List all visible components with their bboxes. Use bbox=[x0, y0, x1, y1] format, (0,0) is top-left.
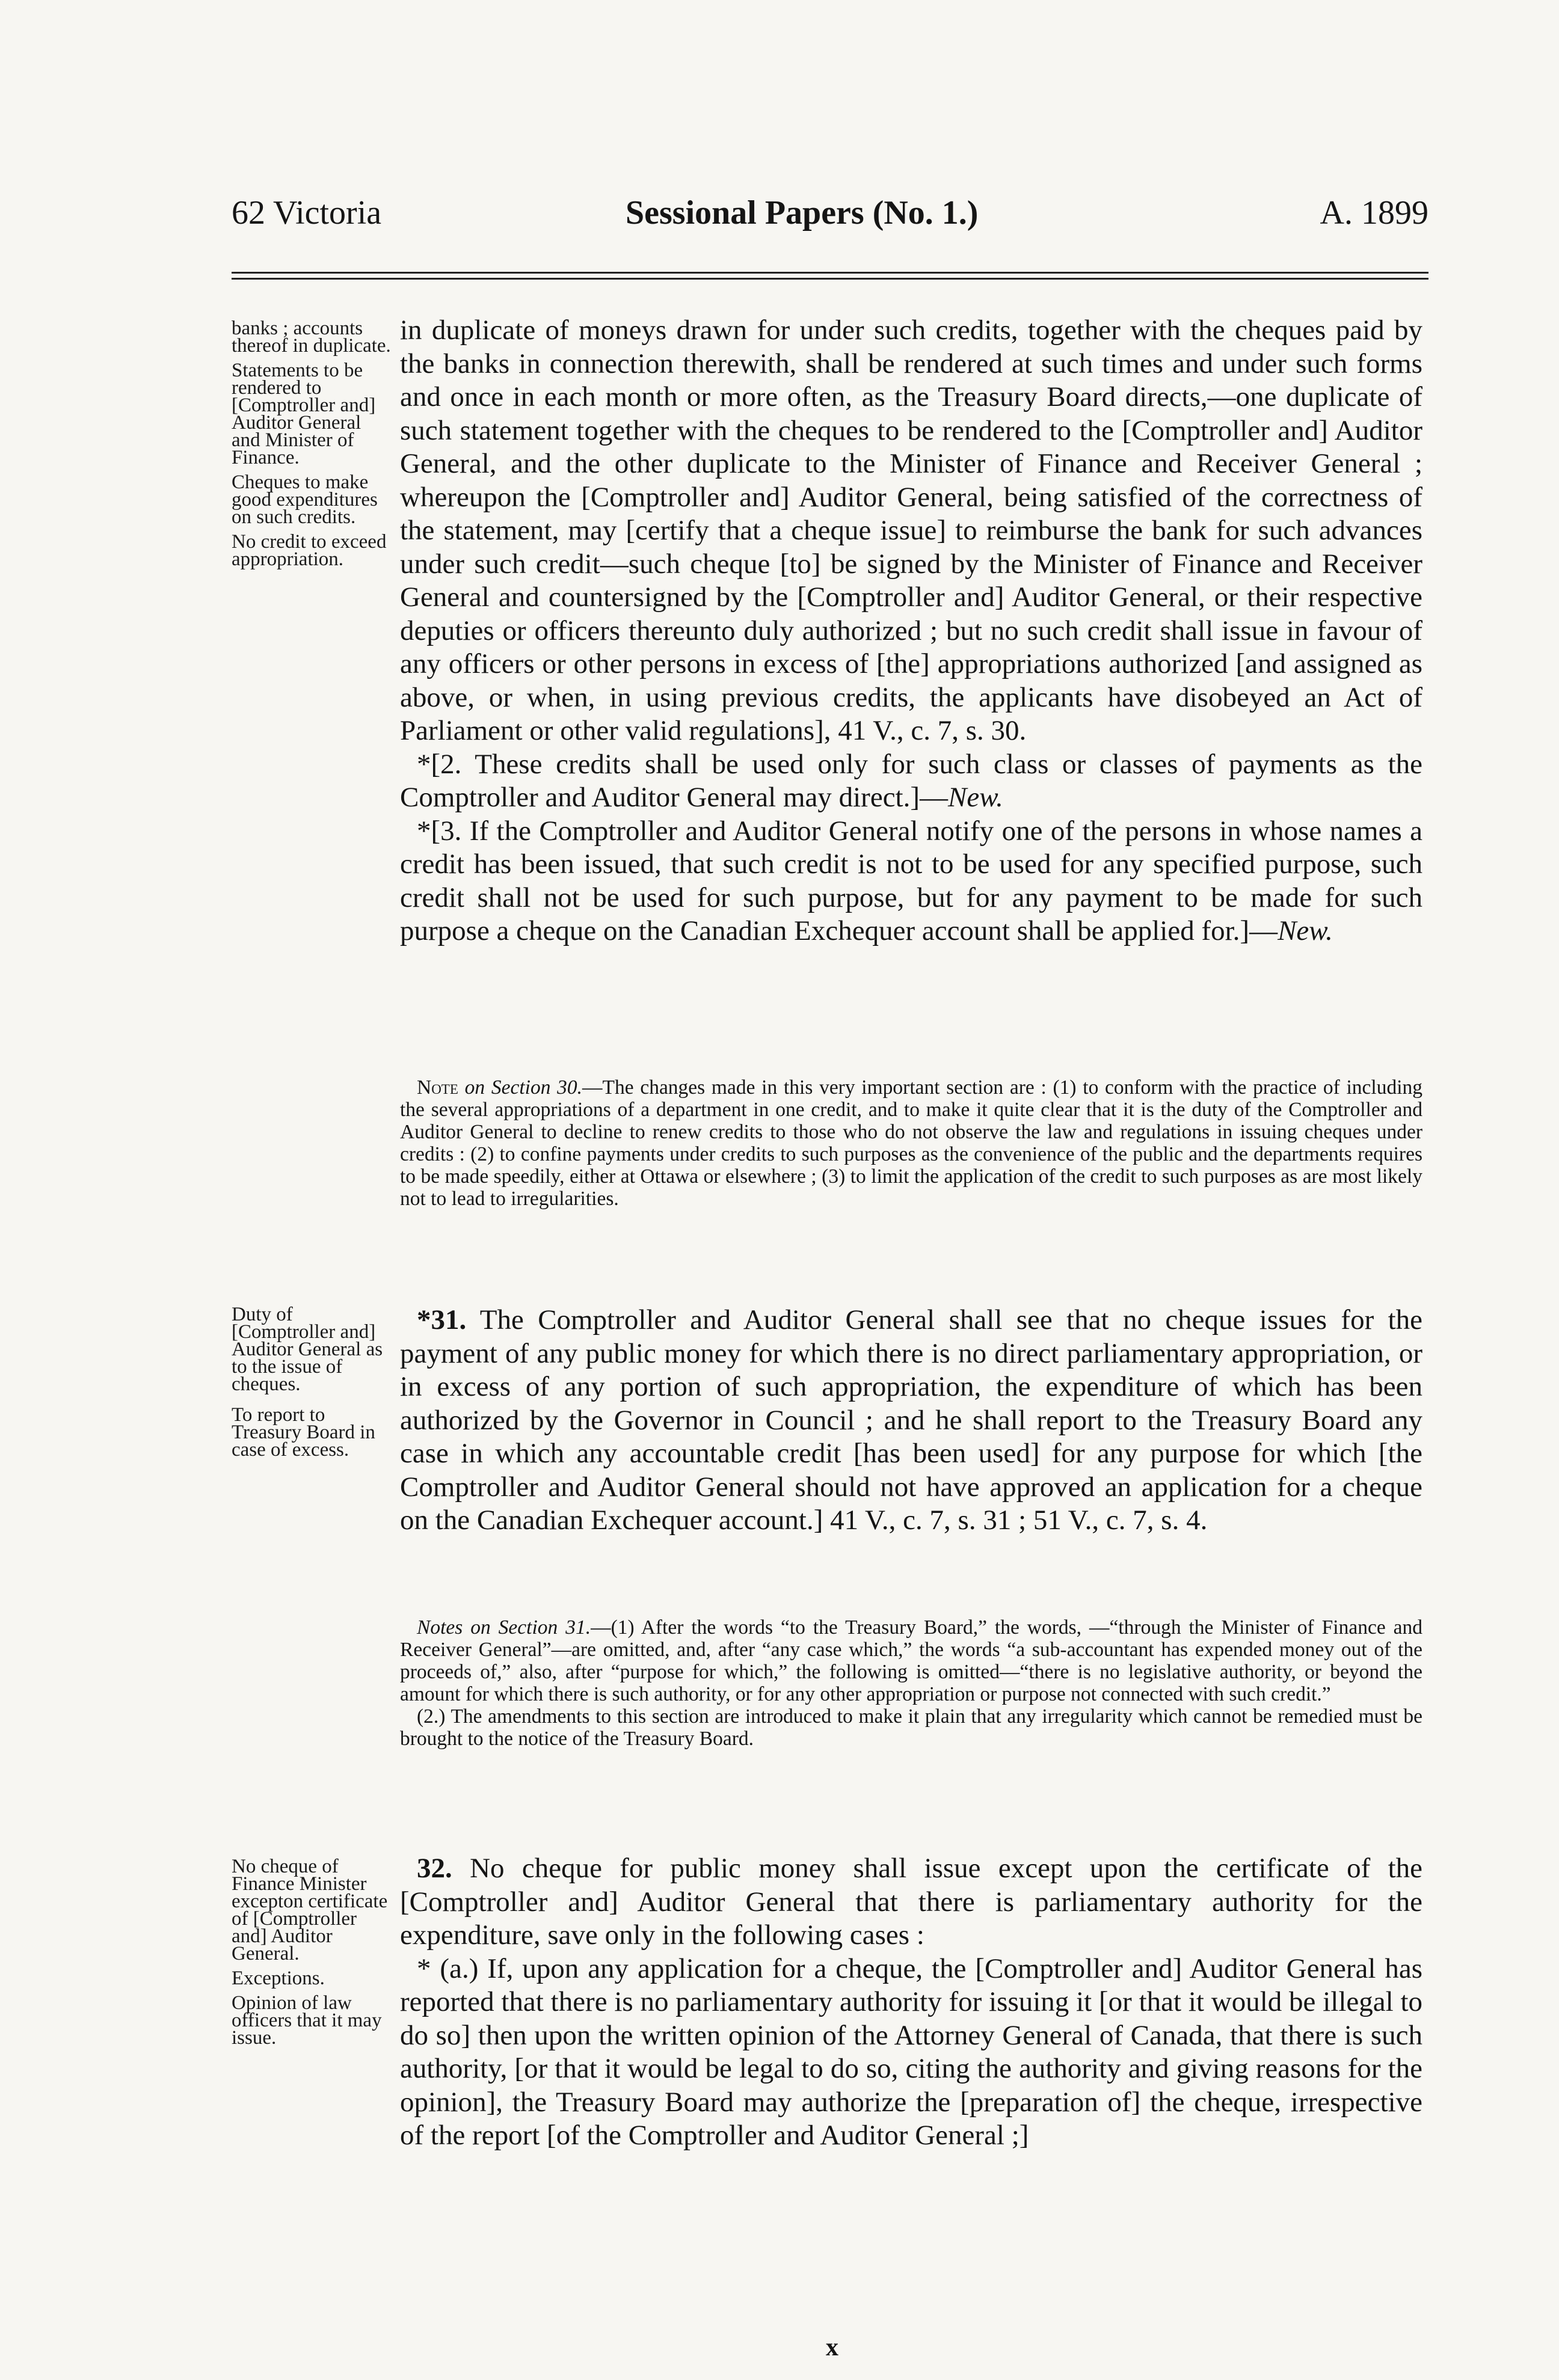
margin-note: Cheques to make good expenditures on such credits. bbox=[232, 471, 378, 528]
margin-note: Exceptions. bbox=[232, 1967, 325, 1989]
section-31-number: *31. bbox=[417, 1304, 467, 1336]
margin-note: Statements to be rendered to [Comptroller and] Auditor General and Minister of Finance. bbox=[232, 360, 376, 468]
margin-note: banks ; accounts thereof in duplicate. bbox=[232, 317, 391, 357]
note-body: —The changes made in this very important section are : (1) to conform with the practice of including the several appropriations of a department in one credit, and to make it quite clear that it is the duty of the Comptroller and Auditor General to decline to renew credits to those who do not observe the law and regulations in issuing cheques under credits : (2) to confine payments under credits to such purposes as the convenience of the public and the departments requires to be made speedily, either at Ottawa or elsewhere ; (3) to limit the application of the credit to such purposes as are most likely not to lead to irregularities. bbox=[400, 1076, 1422, 1210]
para-2-text: *[2. These credits shall be used only for such class or classes of payments as the Comptroller and Auditor General may direct.]— bbox=[400, 748, 1422, 813]
note-label: Notes on Section 31. bbox=[417, 1616, 591, 1639]
section-32-number: 32. bbox=[417, 1853, 452, 1884]
running-header bbox=[232, 194, 1428, 242]
section-30-body bbox=[400, 314, 1422, 948]
header-rule-top bbox=[232, 272, 1428, 274]
header-volume: 62 Victoria bbox=[232, 194, 382, 232]
para-3-text: *[3. If the Comptroller and Auditor General notify one of the persons in whose names a credit has been issued, that such credit is not to be used for any specified purpose, such credit shall not be used for such purpose, but for any payment to be made for such purpose a cheque on the Canadian Exchequer account shall be applied for.]— bbox=[400, 815, 1422, 946]
margin-note: No credit to exceed appropriation. bbox=[232, 531, 387, 570]
note-1: —(1) After the words “to the Treasury Board,” the words, —“through the Minister of Finance and Receiver General”—are omitted, and, after “any case which,” the words “a sub-accountant has expended money out of the proceeds of,” also, after “purpose for which,” the following is omitted—“there is no legislative authority, or beyond the amount for which there is such authority, or for any other appropriation or purpose not connected with such credit.” bbox=[400, 1616, 1422, 1705]
note-label: Note bbox=[417, 1076, 458, 1099]
new-marker: New. bbox=[948, 782, 1003, 813]
section-31-text: The Comptroller and Auditor General shall see that no cheque issues for the payment of any public money for which there is no direct parliamentary appropriation, or in excess of any portion of such appropriation, the expenditure of which has been authorized by the Governor in Council ; and he shall report to the Treasury Board any case in which any accountable credit [has been used] for any purpose for which [the Comptroller and Auditor General should not have approved an application for a cheque on the Canadian Exchequer account.] 41 V., c. 7, s. 31 ; 51 V., c. 7, s. 4. bbox=[400, 1304, 1422, 1536]
margin-note: To report to Treasury Board in case of excess. bbox=[232, 1404, 375, 1461]
margin-notes-section-32 bbox=[232, 1858, 394, 2054]
header-year: A. 1899 bbox=[1320, 194, 1428, 232]
margin-note: Opinion of law officers that it may issue. bbox=[232, 1992, 382, 2049]
new-marker: New. bbox=[1278, 915, 1333, 946]
margin-notes-section-31 bbox=[232, 1306, 394, 1466]
section-32-para-a: * (a.) If, upon any application for a cheque, the [Comptroller and] Auditor General has reported that there is no parliamentary authority for issuing it [or that it would be illegal to do so] then upon the written opinion of the Attorney General of Canada, that there is such authority, [or that it would be legal to do so, citing the authority and giving reasons for the opinion], the Treasury Board may authorize the [preparation of] the cheque, irrespective of the report [of the Comptroller and Auditor General ;] bbox=[400, 1952, 1422, 2151]
margin-note: No cheque of Finance Minister excepton certificate of [Comptroller and] Auditor General. bbox=[232, 1856, 388, 1964]
notes-on-section-31 bbox=[400, 1616, 1422, 1750]
section-30-para-2 bbox=[400, 748, 1422, 815]
margin-notes-section-30 bbox=[232, 317, 394, 575]
section-30-para-1: in duplicate of moneys drawn for under such credits, together with the cheques paid by the banks in connection therewith, shall be rendered at such times and under such forms and once in each month or more often, as the Treasury Board directs,—one duplicate of such statement together with the cheques to be rendered to the [Comptroller and] Auditor General, and the other duplicate to the Minister of Finance and Receiver General ; whereupon the [Comptroller and] Auditor General, being satisfied of the correctness of the statement, may [certify that a cheque issue] to reimburse the bank for such advances under such credit—such cheque [to] be signed by the Minister of Finance and Receiver General and countersigned by the [Comptroller and] Auditor General, or their respective deputies or officers thereunto duly authorized ; but no such credit shall issue in favour of any officers or other persons in excess of [the] appropriations authorized [and assigned as above, or when, in using previous credits, the applicants have disobeyed an Act of Parliament or other valid regulations], 41 V., c. 7, s. 30. bbox=[400, 314, 1422, 746]
section-31-body bbox=[400, 1304, 1422, 1538]
header-rule-bottom bbox=[232, 278, 1428, 280]
note-2: (2.) The amendments to this section are introduced to make it plain that any irregularity which cannot be remedied must be brought to the notice of the Treasury Board. bbox=[400, 1705, 1422, 1750]
margin-note: Duty of [Comptroller and] Auditor General as to the issue of cheques. bbox=[232, 1304, 383, 1395]
note-section-ref: on Section 30. bbox=[464, 1076, 583, 1099]
signature-mark: x bbox=[826, 2334, 838, 2361]
section-32-body bbox=[400, 1852, 1422, 2153]
header-title: Sessional Papers (No. 1.) bbox=[626, 194, 979, 232]
note-on-section-30 bbox=[400, 1076, 1422, 1210]
section-30-para-3 bbox=[400, 815, 1422, 948]
section-32-text: No cheque for public money shall issue except upon the certificate of the [Comptroller and] Auditor General that there is parliamentary authority for the expenditure, save only in the following cases : bbox=[400, 1853, 1422, 1951]
